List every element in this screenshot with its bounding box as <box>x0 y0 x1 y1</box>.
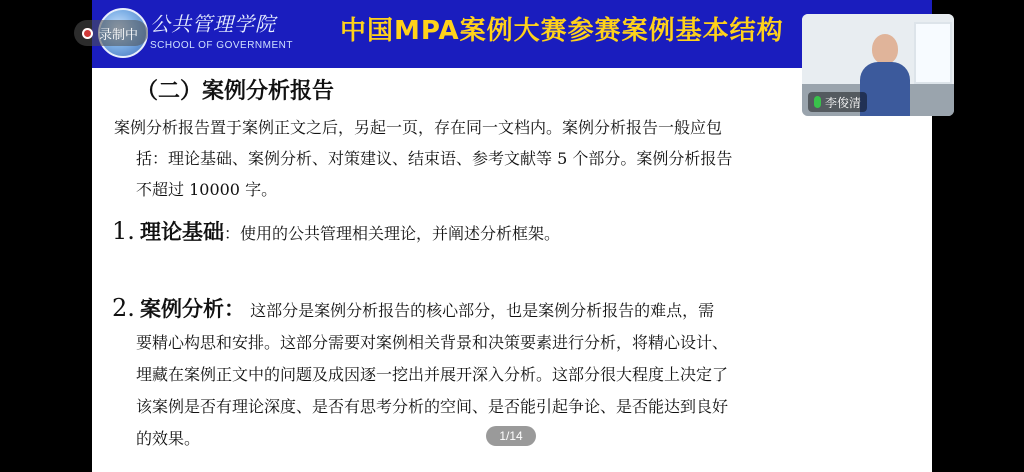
intro-paragraph <box>114 112 914 205</box>
participant-head <box>872 34 898 64</box>
item-text: ：使用的公共管理相关理论，并阐述分析框架。 <box>224 224 561 243</box>
item-number: 2. <box>112 294 135 322</box>
section-heading: （二）案例分析报告 <box>136 78 335 104</box>
recording-label: 录制中 <box>99 27 139 43</box>
intro-line: 案例分析报告置于案例正文之后，另起一页，存在同一文档内。案例分析报告一般应包 <box>114 118 723 137</box>
item-heading: 理论基础 <box>140 219 224 244</box>
item-text-line: 埋藏在案例正文中的问题及成因逐一挖出并展开深入分析。这部分很大程度上决定了 <box>136 365 729 384</box>
recording-indicator[interactable] <box>74 20 148 46</box>
intro-line: 不超过 10000 字。 <box>136 180 278 199</box>
video-window-shape <box>914 22 952 84</box>
logo-chinese-text: 公共管理学院 <box>150 12 276 36</box>
participant-body <box>860 62 910 116</box>
intro-line: 括：理论基础、案例分析、对策建议、结束语、参考文献等 5 个部分。案例分析报告 <box>136 149 733 168</box>
item-heading: 案例分析： <box>140 296 245 321</box>
logo-english-text: SCHOOL OF GOVERNMENT <box>150 40 293 51</box>
item-text: 这部分是案例分析报告的核心部分，也是案例分析报告的难点，需 <box>250 301 715 320</box>
item-number: 1. <box>112 217 135 245</box>
item-text-line: 该案例是否有理论深度、是否有思考分析的空间、是否能引起争论、是否能达到良好 <box>136 397 729 416</box>
item-text-line: 要精心构思和安排。这部分需要对案例相关背景和决策要素进行分析，将精心设计、 <box>136 333 729 352</box>
page-indicator[interactable]: 1/14 <box>486 426 536 446</box>
record-icon <box>82 28 93 39</box>
participant-avatar <box>860 34 910 116</box>
item-text-line: 的效果。 <box>136 429 201 448</box>
slide-title: 中国MPA案例大赛参赛案例基本结构 <box>340 16 784 46</box>
item-theory <box>112 216 560 246</box>
participant-name-tag <box>808 92 867 112</box>
microphone-icon <box>814 96 821 108</box>
participant-name: 李俊清 <box>825 95 862 110</box>
participant-video-tile[interactable] <box>802 14 954 116</box>
